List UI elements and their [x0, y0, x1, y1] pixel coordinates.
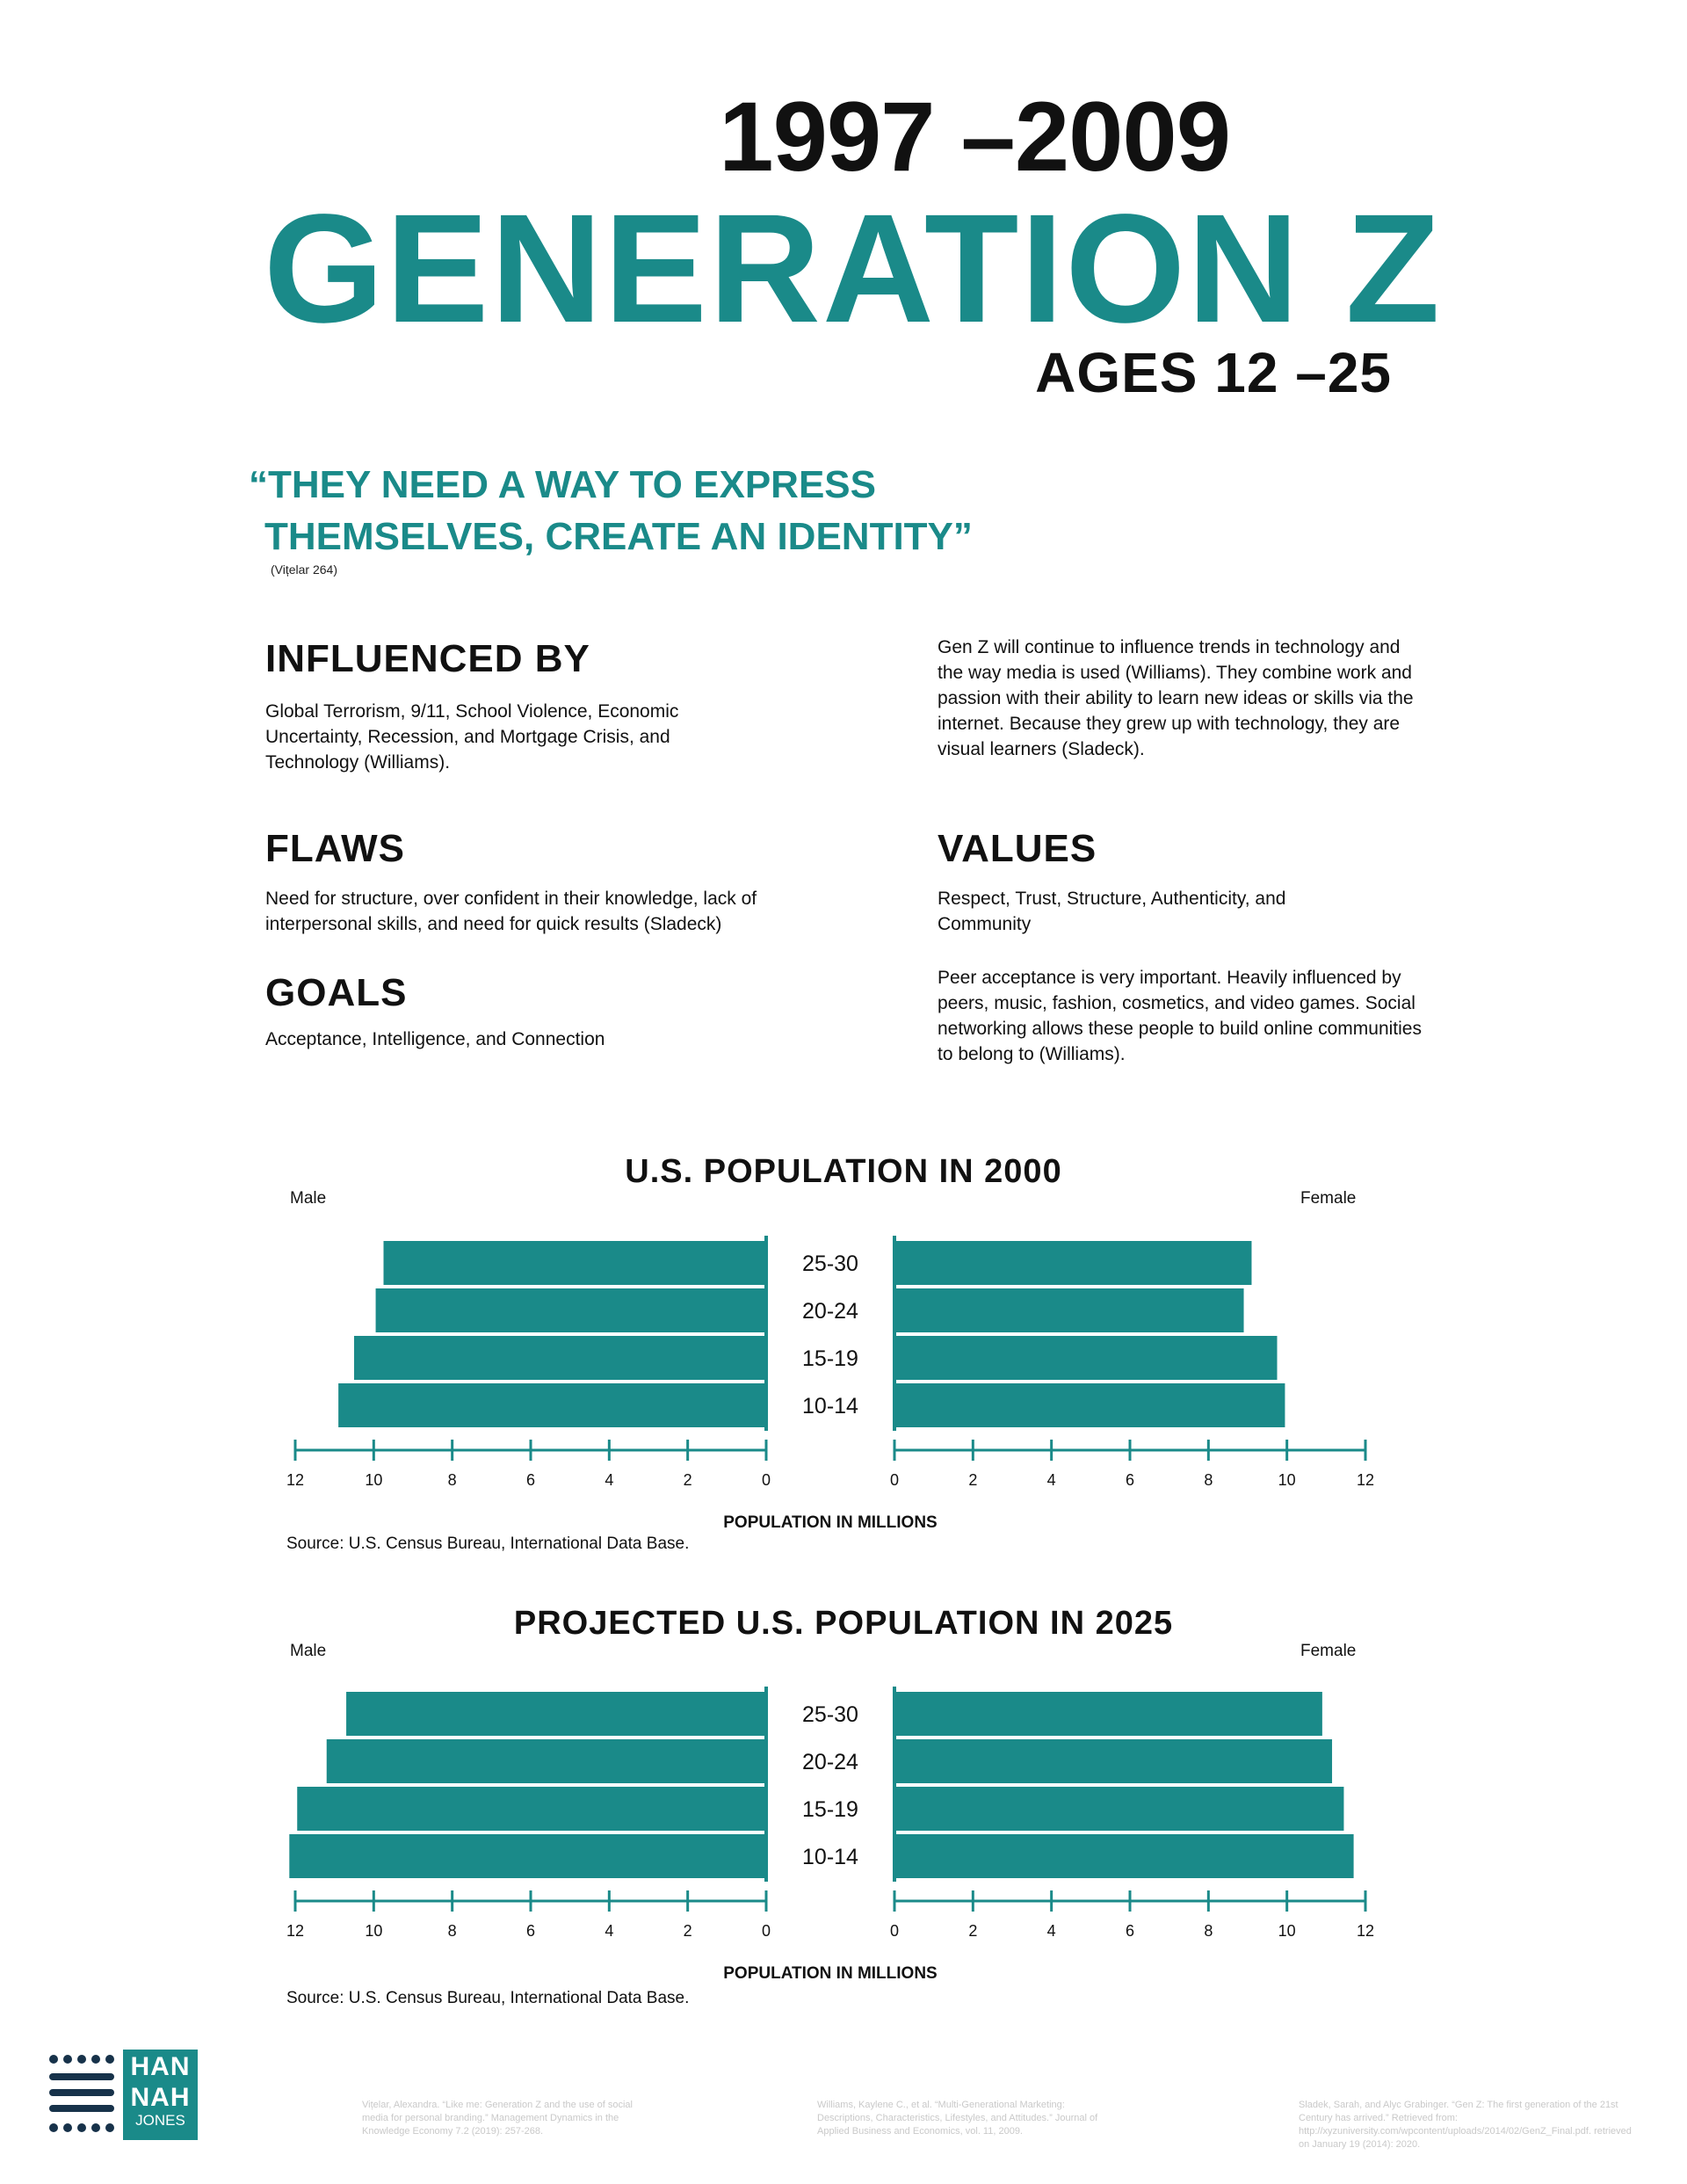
bar-male-10-14 [289, 1834, 766, 1878]
bar-male-15-19 [354, 1336, 766, 1380]
tick-label: 6 [1125, 1922, 1135, 1940]
reference-vitelar: Vițelar, Alexandra. “Like me: Generation Z and the use of social media for personal branding.” Management Dynamics in the Knowledge Economy 7.2 (2019): 257-268. [362, 2100, 633, 2137]
dots-lines-logo-icon [48, 2052, 114, 2140]
chart-1-source: Source: U.S. Census Bureau, International Data Base. [286, 1535, 690, 1553]
quote-line-1: “THEY NEED A WAY TO EXPRESS [249, 463, 876, 506]
tick-label: 12 [1356, 1922, 1375, 1940]
quote [249, 459, 1039, 562]
reference-sladek: Sladek, Sarah, and Alyc Grabinger. “Gen Z: The first generation of the 21st Century has arrived.” Retrieved from: http://xyzuniversity.com/wpcontent/uploads/2014/02/GenZ_Final.pdf. retrieved on January 19 (2014): 2020. [1299, 2100, 1632, 2150]
ages-heading: AGES 12 –25 [1035, 341, 1392, 404]
tick-label: 4 [1046, 1471, 1056, 1489]
trends-text: Gen Z will continue to influence trends in technology and the way media is used (Williams). They combine work and passion with their ability to learn new ideas or skills via the internet. Because they grew up with technology, they are visual learners (Sladeck). [938, 637, 1414, 759]
goals-text: Acceptance, Intelligence, and Connection [265, 1029, 605, 1049]
age-group-label: 15-19 [802, 1346, 858, 1371]
tick-label: 8 [1204, 1922, 1213, 1940]
age-group-label: 25-30 [802, 1252, 858, 1276]
tick-label: 12 [1356, 1471, 1375, 1489]
bar-male-25-30 [384, 1241, 767, 1285]
page-title: GENERATION Z [264, 183, 1442, 355]
population-pyramid-2025 [0, 1672, 1687, 1983]
values-text: Respect, Trust, Structure, Authenticity, and Community [938, 889, 1286, 934]
quote-line-2: THEMSELVES, CREATE AN IDENTITY” [264, 515, 973, 558]
peer-text: Peer acceptance is very important. Heavily influenced by peers, music, fashion, cosmetics, and video games. Social networking allows these people to build online communities to belong to (Williams). [938, 968, 1422, 1064]
age-group-label: 15-19 [802, 1797, 858, 1822]
chart-2-source: Source: U.S. Census Bureau, International Data Base. [286, 1989, 690, 2007]
age-group-label: 20-24 [802, 1299, 858, 1324]
tick-label: 10 [1278, 1922, 1296, 1940]
chart-2-male-label: Male [290, 1642, 327, 1660]
bar-male-10-14 [338, 1383, 766, 1427]
tick-label: 12 [286, 1471, 305, 1489]
bar-female-10-14 [894, 1834, 1354, 1878]
chart-1-title: U.S. POPULATION IN 2000 [625, 1153, 1062, 1190]
x-axis-label: POPULATION IN MILLIONS [723, 1964, 938, 1983]
tick-label: 10 [1278, 1471, 1296, 1489]
tick-label: 0 [761, 1922, 771, 1940]
tick-label: 10 [365, 1922, 383, 1940]
tick-label: 6 [525, 1471, 536, 1489]
reference-williams: Williams, Kaylene C., et al. “Multi-Generational Marketing: Descriptions, Characteristics, Lifestyles, and Attitudes.” Journal of Applied Business and Economics, vol. 11, 2009. [817, 2100, 1098, 2137]
bar-female-20-24 [894, 1739, 1332, 1783]
tick-label: 0 [889, 1922, 900, 1940]
x-axis-label: POPULATION IN MILLIONS [723, 1513, 938, 1532]
tick-label: 2 [968, 1922, 978, 1940]
bar-female-15-19 [894, 1787, 1343, 1831]
logo-line-1: HAN [130, 2052, 191, 2081]
bar-male-15-19 [297, 1787, 766, 1831]
flaws-heading: FLAWS [265, 827, 405, 870]
tick-label: 4 [1046, 1922, 1056, 1940]
tick-label: 2 [683, 1471, 692, 1489]
tick-label: 8 [447, 1922, 457, 1940]
bar-female-25-30 [894, 1692, 1322, 1736]
age-group-label: 10-14 [802, 1845, 858, 1869]
values-heading: VALUES [938, 827, 1097, 870]
bar-female-15-19 [894, 1336, 1278, 1380]
bar-male-25-30 [346, 1692, 766, 1736]
tick-label: 8 [1204, 1471, 1213, 1489]
chart-2-female-label: Female [1300, 1642, 1357, 1660]
bar-male-20-24 [376, 1288, 766, 1332]
quote-citation: (Vițelar 264) [271, 562, 338, 577]
goals-heading: GOALS [265, 971, 408, 1014]
tick-label: 2 [968, 1471, 978, 1489]
tick-label: 0 [761, 1471, 771, 1489]
tick-label: 6 [1125, 1471, 1135, 1489]
bar-female-10-14 [894, 1383, 1285, 1427]
bar-female-20-24 [894, 1288, 1244, 1332]
age-group-label: 10-14 [802, 1394, 858, 1419]
brand-logo [123, 2050, 198, 2140]
bar-female-25-30 [894, 1241, 1251, 1285]
age-group-label: 20-24 [802, 1750, 858, 1774]
influenced-text: Global Terrorism, 9/11, School Violence, Economic Uncertainty, Recession, and Mortgage Crisis, and Technology (Williams). [265, 701, 679, 773]
chart-1-female-label: Female [1300, 1189, 1357, 1208]
influenced-heading: INFLUENCED BY [265, 637, 590, 680]
tick-label: 4 [605, 1471, 614, 1489]
logo-line-2: NAH [130, 2083, 191, 2112]
tick-label: 10 [365, 1471, 383, 1489]
population-pyramid-2000 [0, 1222, 1687, 1532]
chart-2-title: PROJECTED U.S. POPULATION IN 2025 [513, 1605, 1174, 1642]
bar-male-20-24 [327, 1739, 766, 1783]
tick-label: 12 [286, 1922, 305, 1940]
tick-label: 4 [605, 1922, 614, 1940]
tick-label: 8 [447, 1471, 457, 1489]
tick-label: 0 [889, 1471, 900, 1489]
years-heading: 1997 –2009 [719, 82, 1230, 192]
chart-1-male-label: Male [290, 1189, 327, 1208]
age-group-label: 25-30 [802, 1702, 858, 1727]
logo-line-3: JONES [135, 2112, 185, 2129]
tick-label: 6 [525, 1922, 536, 1940]
flaws-text: Need for structure, over confident in their knowledge, lack of interpersonal skills, and need for quick results (Sladeck) [265, 889, 757, 934]
tick-label: 2 [683, 1922, 692, 1940]
